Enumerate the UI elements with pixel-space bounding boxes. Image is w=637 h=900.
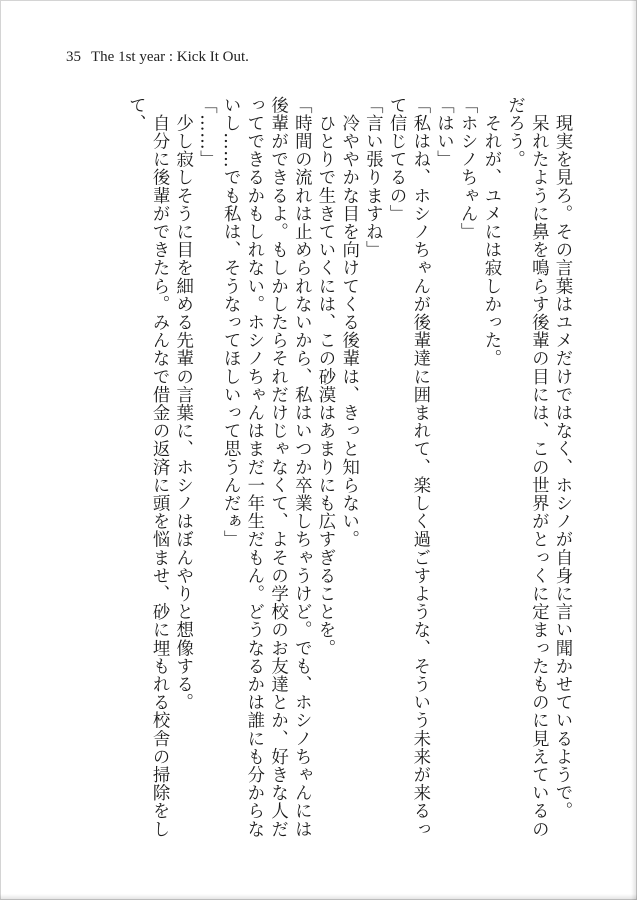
dialogue-line: 「私はね、ホシノちゃんが後輩達に囲まれて、楽しく過ごすような、そういう未来が来るって信じてるの」 bbox=[386, 96, 430, 839]
chapter-title: The 1st year : Kick It Out. bbox=[91, 49, 249, 65]
page-edge-shadow-right bbox=[631, 0, 637, 900]
paragraph: それが、ユメには寂しかった。 bbox=[480, 96, 501, 368]
page-edge-shadow-bottom bbox=[0, 894, 637, 900]
dialogue-line: 「言い張りますね」 bbox=[362, 96, 383, 259]
dialogue-line: 「ホシノちゃん」 bbox=[457, 96, 478, 241]
paragraph: ひとりで生きていくには、この砂漠はあまりにも広すぎることを。 bbox=[314, 96, 335, 658]
paragraph: 自分に後輩ができたら。みんなで借金の返済に頭を悩ませ、砂に埋もれる校舎の掃除をして、 bbox=[125, 96, 170, 839]
paragraph: 少し寂しそうに目を細める先輩の言葉に、ホシノはぼんやりと想像する。 bbox=[172, 96, 193, 712]
paragraph: 呆れたように鼻を鳴らす後輩の目には、この世界がとっくに定まったものに見えているのだろう。 bbox=[504, 96, 549, 839]
vertical-body-text bbox=[58, 96, 573, 856]
paragraph: 冷ややかな目を向けてくる後輩は、きっと知らない。 bbox=[338, 96, 359, 549]
page-number: 35 bbox=[66, 49, 81, 65]
dialogue-line: 「……」 bbox=[196, 96, 217, 169]
running-header bbox=[66, 49, 249, 66]
dialogue-line: 「はい」 bbox=[433, 96, 454, 169]
paragraph: 現実を見ろ。その言葉はユメだけではなく、ホシノが自身に言い聞かせているようで。 bbox=[552, 96, 572, 820]
dialogue-line: 「時間の流れは止められないから、私はいつか卒業しちゃうけど。でも、ホシノちゃんには後輩ができるよ。もしかしたらそれだけじゃなくて、よその学校のお友達とか、好きな人だってできるかもしれない。ホシノちゃんはまだ一年生だもん。どうなるかは誰にも分からないし……でも私は、そうなってほしいって思うんだぁ」 bbox=[220, 96, 312, 839]
